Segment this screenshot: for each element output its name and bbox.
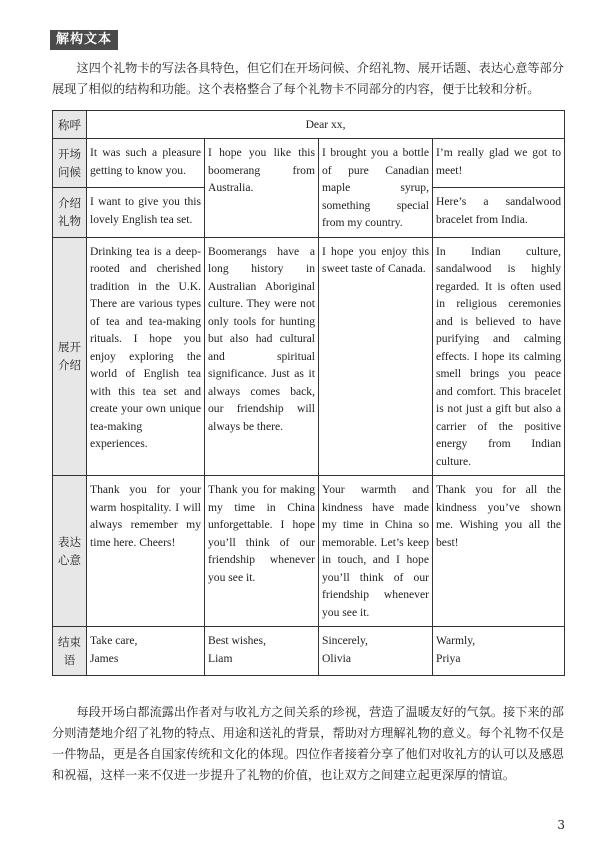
- introduce-priya: Here’s a sandalwood bracelet from India.: [433, 188, 565, 237]
- detail-row: [53, 237, 565, 476]
- express-row: [53, 476, 565, 627]
- salutation-label: 称呼: [53, 111, 87, 139]
- page-number: 3: [557, 818, 565, 832]
- greeting-james: It was such a pleasure getting to know you.: [87, 139, 205, 188]
- greeting-olivia: I brought you a bottle of pure Canadian maple syrup, something special from my country.: [319, 139, 433, 238]
- introduce-james: I want to give you this lovely English tea set.: [87, 188, 205, 237]
- salutation-cell: Dear xx,: [87, 111, 565, 139]
- salutation-row: [53, 111, 565, 139]
- gift-card-comparison-table: [52, 110, 565, 676]
- closing-james: Take care, James: [87, 627, 205, 676]
- greeting-row: [53, 139, 565, 188]
- greeting-liam: I hope you like this boomerang from Australia.: [205, 139, 319, 238]
- greeting-label: 开场 问候: [53, 139, 87, 188]
- express-james: Thank you for your warm hospitality. I will always remember my time here. Cheers!: [87, 476, 205, 627]
- express-olivia: Your warmth and kindness have made my time in China so memorable. Let’s keep in touch, and I hope you’ll think of our friendship whenever you see it.: [319, 476, 433, 627]
- closing-olivia: Sincerely, Olivia: [319, 627, 433, 676]
- express-liam: Thank you for making my time in China unforgettable. I hope you’ll think of our friendship whenever you see it.: [205, 476, 319, 627]
- closing-label: 结束 语: [53, 627, 87, 676]
- detail-olivia: I hope you enjoy this sweet taste of Canada.: [319, 237, 433, 476]
- express-priya: Thank you for all the kindness you’ve shown me. Wishing you all the best!: [433, 476, 565, 627]
- detail-label: 展开 介绍: [53, 237, 87, 476]
- closing-row: [53, 627, 565, 676]
- closing-priya: Warmly, Priya: [433, 627, 565, 676]
- detail-james: Drinking tea is a deep-rooted and cherished tradition in the U.K. There are various types of tea and tea-making rituals. I hope you enjoy exploring the world of English tea with this tea set and create your own unique tea-making experiences.: [87, 237, 205, 476]
- express-label: 表达 心意: [53, 476, 87, 627]
- detail-liam: Boomerangs have a long history in Australian Aboriginal culture. They were not only tools for hunting but also had cultural and spiritual significance. Just as it always comes back, our friendship will always be there.: [205, 237, 319, 476]
- outro-paragraph: 每段开场白都流露出作者对与收礼方之间关系的珍视，营造了温暖友好的气氛。接下来的部分则清楚地介绍了礼物的特点、用途和送礼的背景，帮助对方理解礼物的意义。每个礼物不仅是一件物品，更是各自国家传统和文化的体现。四位作者接着分享了他们对收礼方的认可以及感恩和祝福，这样一来不仅进一步提升了礼物的价值，也让双方之间建立起更深厚的情谊。: [52, 705, 564, 782]
- introduce-label: 介绍 礼物: [53, 188, 87, 237]
- intro-paragraph: 这四个礼物卡的写法各具特色，但它们在开场问候、介绍礼物、展开话题、表达心意等部分展现了相似的结构和功能。这个表格整合了每个礼物卡不同部分的内容，便于比较和分析。: [52, 61, 564, 96]
- closing-liam: Best wishes, Liam: [205, 627, 319, 676]
- greeting-priya: I’m really glad we got to meet!: [433, 139, 565, 188]
- section-tag: 解构文本: [50, 30, 118, 50]
- detail-priya: In Indian culture, sandalwood is highly regarded. It is often used in religious ceremonies and is believed to have purifying and calming effects. I hope its calming smell brings you peace and comfort. This bracelet is not just a gift but also a carrier of the positive energy from Indian culture.: [433, 237, 565, 476]
